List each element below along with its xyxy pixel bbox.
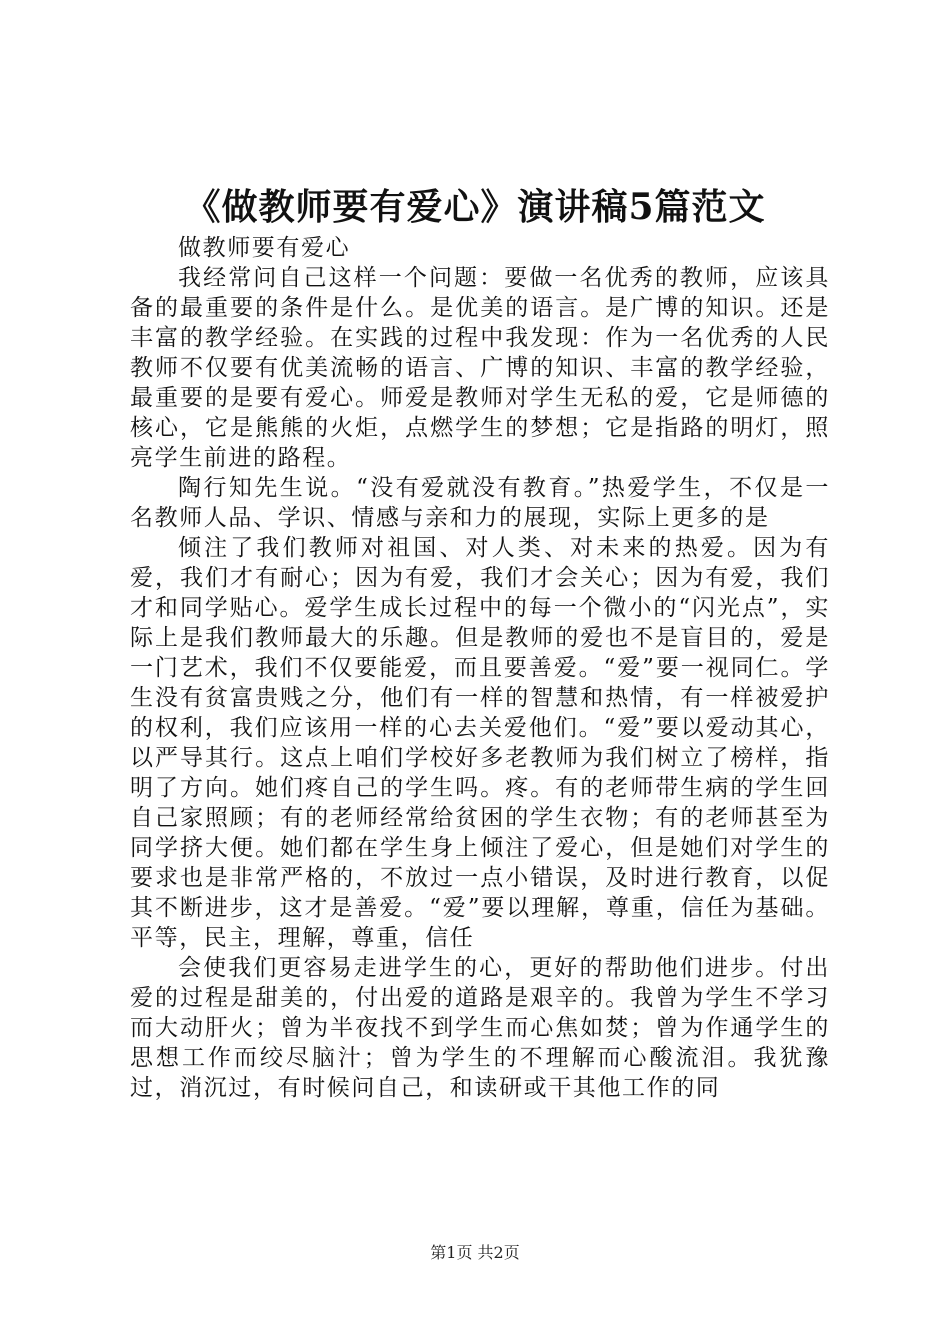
body-paragraph: 会使我们更容易走进学生的心，更好的帮助他们进步。付出爱的过程是甜美的，付出爱的道路是艰辛的。我曾为学生不学习而大动肝火；曾为半夜找不到学生而心焦如焚；曾为作通学生的思想工作而绞尽脑汁；曾为学生的不理解而心酸流泪。我犹豫过，消沉过，有时候问自己，和读研或干其他工作的同 xyxy=(130,955,830,1101)
document-body xyxy=(130,233,830,1103)
body-paragraph: 我经常问自己这样一个问题：要做一名优秀的教师，应该具备的最重要的条件是什么。是优美的语言。是广博的知识。还是丰富的教学经验。在实践的过程中我发现：作为一名优秀的人民教师不仅要有优美流畅的语言、广博的知识、丰富的教学经验，最重要的是要有爱心。师爱是教师对学生无私的爱，它是师德的核心，它是熊熊的火炬，点燃学生的梦想；它是指路的明灯，照亮学生前进的路程。 xyxy=(130,265,830,471)
document-title: 《做教师要有爱心》演讲稿5篇范文 xyxy=(184,186,766,228)
body-paragraph: 陶行知先生说。“没有爱就没有教育。”热爱学生，不仅是一名教师人品、学识、情感与亲和力的展现，实际上更多的是 xyxy=(130,475,830,531)
page-footer: 第1页 共2页 xyxy=(430,1243,520,1262)
section-heading: 做教师要有爱心 xyxy=(178,235,351,261)
body-paragraph: 倾注了我们教师对祖国、对人类、对未来的热爱。因为有爱，我们才有耐心；因为有爱，我们才会关心；因为有爱，我们才和同学贴心。爱学生成长过程中的每一个微小的“闪光点”，实际上是我们教师最大的乐趣。但是教师的爱也不是盲目的，爱是一门艺术，我们不仅要能爱，而且要善爱。“爱”要一视同仁。学生没有贫富贵贱之分，他们有一样的智慧和热情，有一样被爱护的权利，我们应该用一样的心去关爱他们。“爱”要以爱动其心，以严导其行。这点上咱们学校好多老教师为我们树立了榜样，指明了方向。她们疼自己的学生吗。疼。有的老师带生病的学生回自己家照顾；有的老师经常给贫困的学生衣物；有的老师甚至为同学挤大便。她们都在学生身上倾注了爱心，但是她们对学生的要求也是非常严格的，不放过一点小错误，及时进行教育，以促其不断进步，这才是善爱。“爱”要以理解，尊重，信任为基础。平等，民主，理解，尊重，信任 xyxy=(130,535,830,951)
